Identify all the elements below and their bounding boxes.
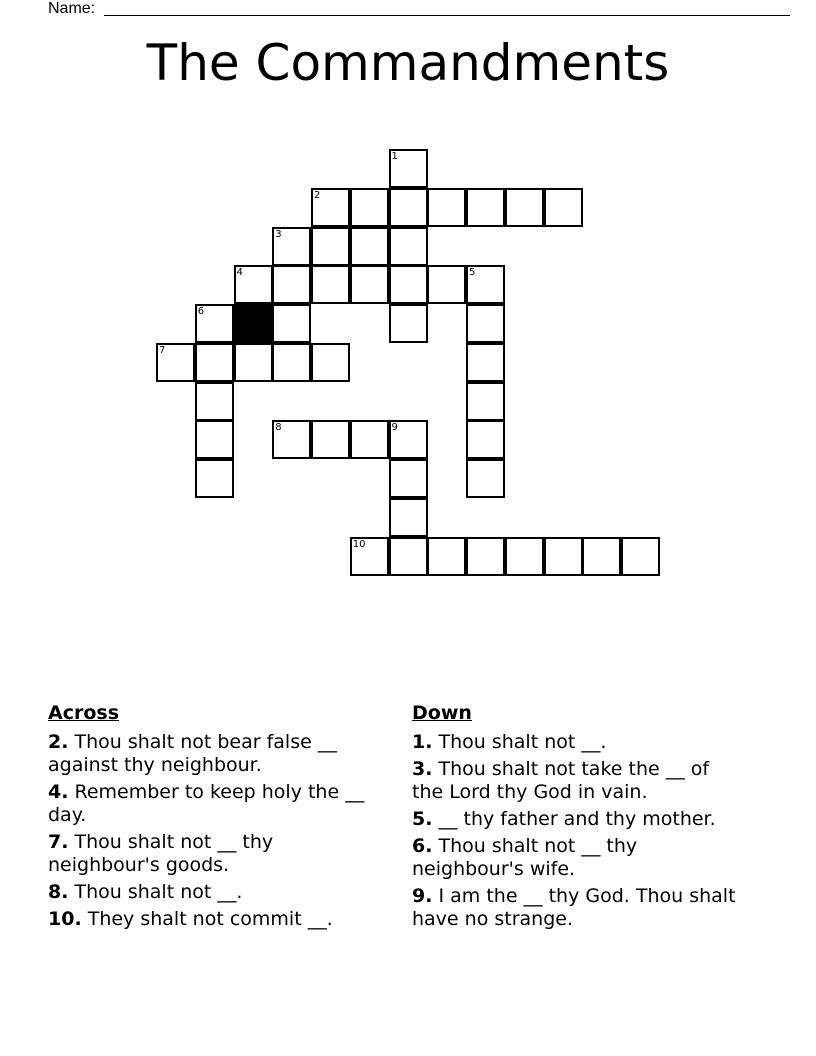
grid-cell[interactable]	[350, 227, 389, 266]
clue-number: 9.	[412, 885, 433, 907]
grid-cell[interactable]	[311, 420, 350, 459]
grid-cell[interactable]	[350, 537, 389, 576]
grid-cell[interactable]	[466, 343, 505, 382]
down-clues	[412, 702, 742, 935]
clue-text: I am the __ thy God. Thou shalt have no strange.	[412, 885, 736, 930]
down-clue	[412, 758, 742, 804]
clue-text: Thou shalt not __.	[68, 881, 243, 903]
clue-number: 1	[391, 151, 398, 162]
grid-cell[interactable]	[195, 420, 234, 459]
across-heading: Across	[48, 702, 120, 724]
grid-cell[interactable]	[272, 304, 311, 343]
grid-cell[interactable]	[389, 265, 428, 304]
clue-number: 3	[275, 228, 282, 240]
grid-cell[interactable]	[389, 459, 428, 498]
grid-cell[interactable]	[311, 343, 350, 382]
grid-cell[interactable]	[427, 265, 466, 304]
clue-text: They shalt not commit __.	[81, 908, 333, 930]
blocked-cell	[234, 304, 273, 343]
grid-cell[interactable]	[389, 227, 428, 266]
clue-text: __ thy father and thy mother.	[432, 808, 716, 830]
clue-text: Thou shalt not __ thy neighbour's goods.	[48, 831, 274, 876]
grid-cell[interactable]	[466, 265, 505, 304]
across-clue	[48, 731, 388, 777]
across-clues	[48, 702, 388, 935]
clue-number: 5.	[412, 808, 433, 830]
grid-cell[interactable]	[350, 265, 389, 304]
clue-number: 7	[159, 344, 166, 356]
grid-cell[interactable]	[544, 537, 583, 576]
across-clue	[48, 881, 388, 904]
grid-cell[interactable]	[272, 343, 311, 382]
clue-number: 3.	[412, 758, 433, 780]
clue-text: Thou shalt not take the __ of the Lord thy God in vain.	[412, 758, 710, 803]
grid-cell[interactable]	[389, 498, 428, 537]
grid-cell[interactable]	[427, 537, 466, 576]
down-clue	[412, 808, 742, 831]
clue-number: 2.	[48, 731, 69, 753]
clue-text: Remember to keep holy the __ day.	[48, 781, 365, 826]
grid-cell[interactable]	[195, 459, 234, 498]
down-clue	[412, 731, 742, 754]
grid-cell[interactable]	[427, 188, 466, 227]
grid-cell[interactable]	[389, 149, 428, 188]
grid-cell[interactable]	[195, 382, 234, 421]
grid-cell[interactable]	[544, 188, 583, 227]
down-heading: Down	[412, 702, 472, 724]
grid-cell[interactable]	[156, 343, 195, 382]
across-clue	[48, 908, 388, 931]
grid-cell[interactable]	[389, 304, 428, 343]
grid-cell[interactable]	[466, 382, 505, 421]
grid-cell[interactable]	[389, 537, 428, 576]
clue-number: 10.	[48, 908, 82, 930]
grid-cell[interactable]	[389, 420, 428, 459]
grid-cell[interactable]	[272, 227, 311, 266]
grid-cell[interactable]	[350, 188, 389, 227]
clue-text: Thou shalt not __ thy neighbour's wife.	[412, 835, 638, 880]
down-clue	[412, 885, 742, 931]
across-clue	[48, 831, 388, 877]
clue-number: 9	[391, 422, 398, 434]
grid-cell[interactable]	[195, 304, 234, 343]
clue-text: Thou shalt not bear false __ against thy neighbour.	[48, 731, 337, 776]
clue-number: 8	[275, 422, 282, 434]
grid-cell[interactable]	[466, 420, 505, 459]
grid-cell[interactable]	[621, 537, 660, 576]
grid-cell[interactable]	[311, 188, 350, 227]
clue-number: 6	[197, 306, 205, 317]
clue-number: 5	[469, 267, 476, 279]
grid-cell[interactable]	[466, 537, 505, 576]
grid-cell[interactable]	[466, 304, 505, 343]
grid-cell[interactable]	[466, 188, 505, 227]
grid-cell[interactable]	[234, 343, 273, 382]
grid-cell[interactable]	[350, 420, 389, 459]
grid-cell[interactable]	[272, 420, 311, 459]
clue-number: 6.	[412, 835, 433, 857]
grid-cell[interactable]	[195, 343, 234, 382]
grid-cell[interactable]	[466, 459, 505, 498]
clue-number: 10	[352, 538, 366, 550]
clue-number: 1.	[412, 731, 433, 753]
across-clue	[48, 781, 388, 827]
page-title: The Commandments	[146, 34, 670, 92]
grid-cell[interactable]	[505, 537, 544, 576]
grid-cell[interactable]	[505, 188, 544, 227]
grid-cell[interactable]	[389, 188, 428, 227]
clue-text: Thou shalt not __.	[432, 731, 607, 753]
clue-number: 8.	[48, 881, 69, 903]
grid-cell[interactable]	[272, 265, 311, 304]
name-label: Name:	[48, 0, 96, 17]
clue-number: 2	[314, 189, 321, 201]
clue-number: 7.	[48, 831, 69, 853]
grid-cell[interactable]	[311, 227, 350, 266]
down-clue	[412, 835, 742, 881]
grid-cell[interactable]	[311, 265, 350, 304]
grid-cell[interactable]	[582, 537, 621, 576]
clue-number: 4.	[48, 781, 69, 803]
clue-number: 4	[236, 267, 243, 279]
grid-cell[interactable]	[234, 265, 273, 304]
